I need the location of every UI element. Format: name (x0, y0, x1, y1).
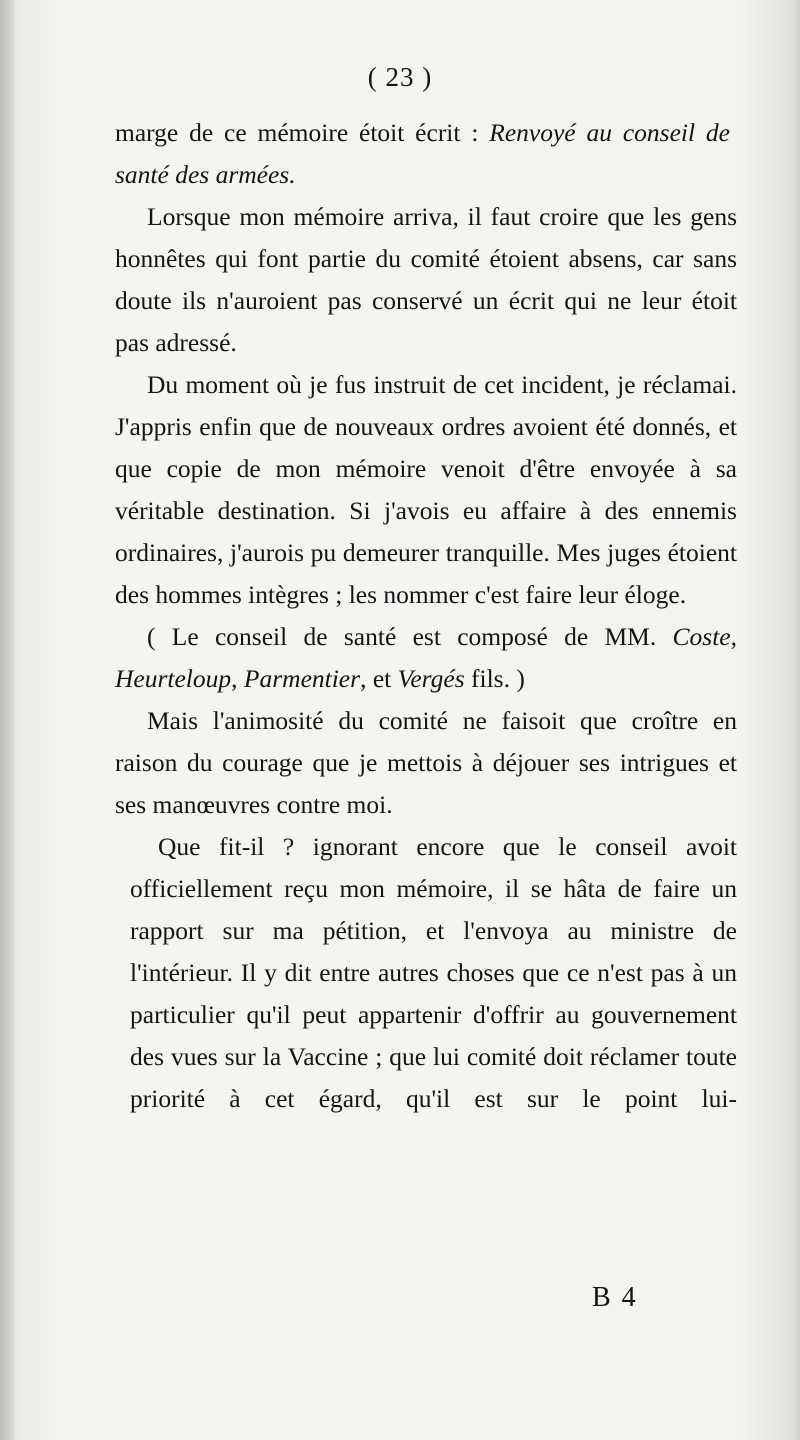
paragraph (115, 196, 737, 364)
paragraph-block-indented (115, 826, 737, 1120)
text-segment: Mais l'animosité du comité ne faisoit que croître en raison du courage que je mettois à déjouer ses intrigues et ses manœuvres contre moi. (115, 706, 737, 819)
italic-name-coste: Coste (672, 622, 731, 651)
italic-name-parmentier: Parmentier (243, 664, 361, 693)
text-segment: fils. ) (464, 664, 525, 693)
italic-text-segment: Renvoyé au conseil de santé des armées. (115, 118, 730, 189)
paragraph-continuation (115, 112, 730, 196)
text-segment: Que fit-il ? ignorant encore que le conseil avoit officiellement reçu mon mémoire, il se hâta de faire un rapport sur ma pétition, et l'envoya au ministre de l'intérieur. Il y dit entre autres choses que ce n'est pas à un particulier qu'il peut appartenir d'offrir au gouvernement des vues sur la Vaccine ; que lui comité doit réclamer toute priorité à cet égard, qu'il est sur le point lui- (130, 832, 737, 1113)
text-segment: , (231, 664, 244, 693)
paragraph (115, 700, 737, 826)
page-number: ( 23 ) (367, 62, 433, 92)
text-segment: ( Le conseil de santé est composé de MM. (147, 622, 673, 651)
body-text (115, 112, 737, 1120)
text-segment: Du moment où je fus instruit de cet incident, je réclamai. J'appris enfin que de nouveaux ordres avoient été donnés, et que copie de mon mémoire venoit d'être envoyée à sa véritable destination. Si j'avois eu affaire à des ennemis ordinaires, j'aurois pu demeurer tranquille. Mes juges étoient des hommes intègres ; les nommer c'est faire leur éloge. (115, 370, 737, 609)
paragraph (130, 826, 737, 1120)
paragraph-parenthetical (115, 616, 737, 700)
text-segment: marge de ce mémoire étoit écrit : (115, 118, 490, 147)
text-segment: Lorsque mon mémoire arriva, il faut croire que les gens honnêtes qui font partie du comité étoient absens, car sans doute ils n'auroient pas conservé un écrit qui ne leur étoit pas adressé. (115, 202, 737, 357)
paragraph (115, 364, 737, 616)
italic-name-verges: Vergés (397, 664, 465, 693)
page-gutter-shadow (0, 0, 14, 1440)
italic-name-heurteloup: Heurteloup (115, 664, 232, 693)
text-segment: , (730, 622, 737, 651)
signature-mark: B 4 (592, 1282, 638, 1313)
text-segment: , et (360, 664, 398, 693)
